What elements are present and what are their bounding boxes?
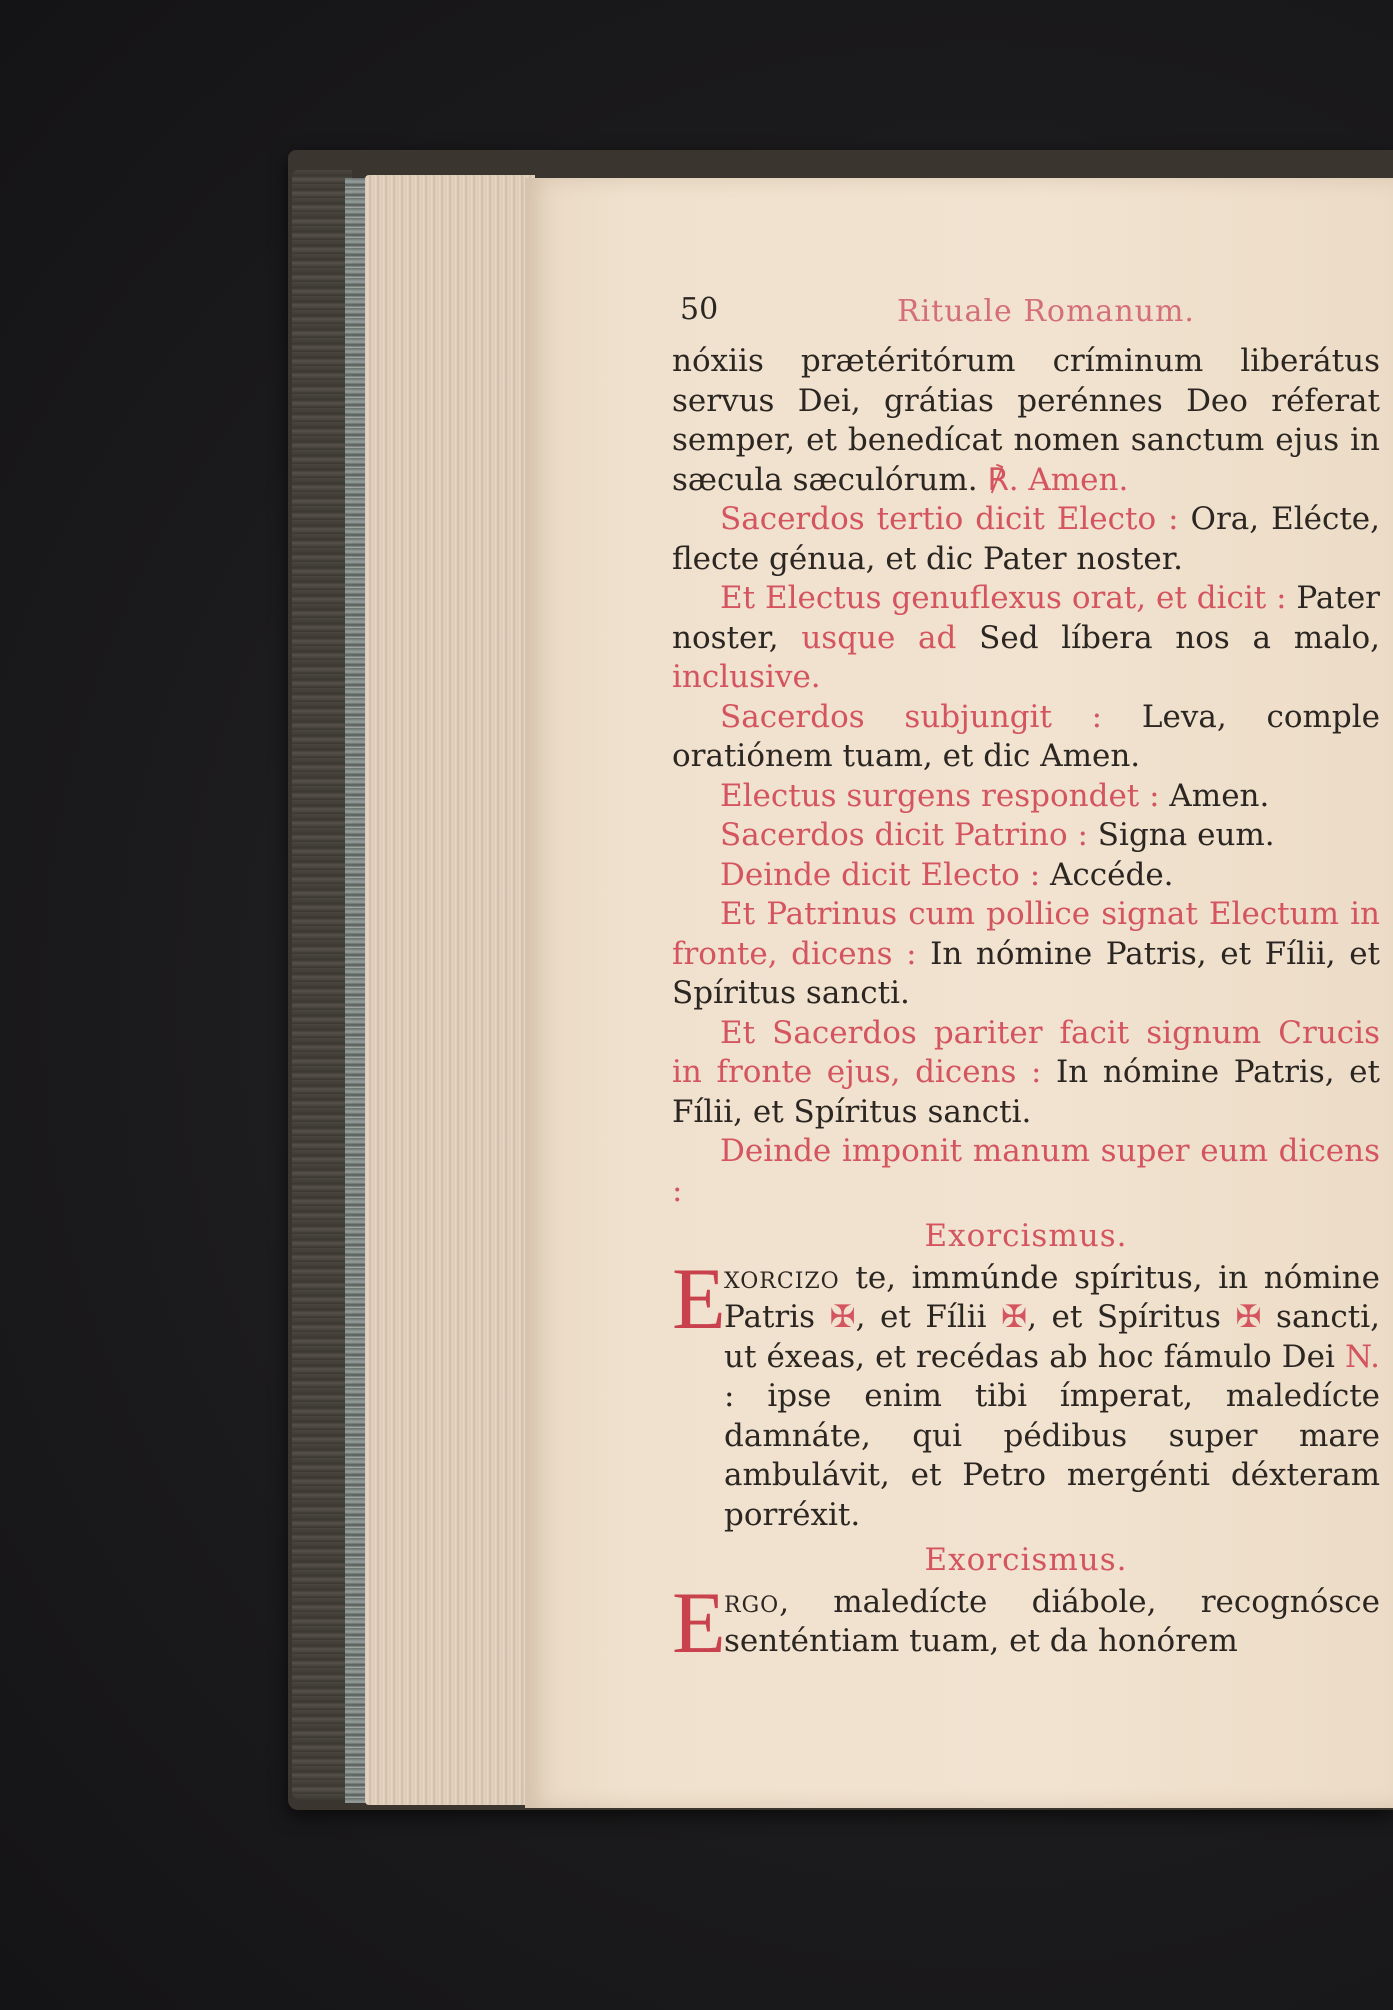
page-text xyxy=(672,290,1381,1672)
paragraph-3: Et Electus genuflexus orat, et dicit : Pater noster, usque ad Sed líbera nos a malo, inclusive. xyxy=(672,580,1381,695)
page-number: 50 xyxy=(680,292,719,327)
exorcism-paragraph-2: E rgo, maledícte diábole, recognósce senténtiam tuam, et da honórem xyxy=(672,1574,1380,1672)
page-stack xyxy=(365,175,535,1805)
paragraph-10: Deinde imponit manum super eum dicens : xyxy=(672,1133,1380,1209)
running-head: Rituale Romanum. xyxy=(897,294,1195,329)
exorcism-paragraph-1: E xorcizo te, immúnde spíritus, in nómine Patris ✠, et Fílii ✠, et Spíritus ✠ sancti, ut éxeas, et recédas ab hoc fámulo Dei N. : ipse enim tibi ímperat, maledícte damnáte, qui pédibus super mare ambulávit, et Petro mergénti déxteram porréxit. xyxy=(672,1250,1381,1533)
cross-icon: ✠ xyxy=(829,1299,856,1335)
exorcism-title-2: Exorcismus. xyxy=(924,1542,1128,1578)
paragraph-8: Et Patrinus cum pollice signat Electum in fronte, dicens : In nómine Patris, et Fílii, et Spíritus sancti. xyxy=(672,896,1381,1011)
cross-icon: ✠ xyxy=(1001,1299,1028,1335)
paragraph-2: Sacerdos tertio dicit Electo : Ora, Elécte, flecte génua, et dic Pater noster. xyxy=(672,501,1380,577)
paragraph-5: Electus surgens respondet : Amen. xyxy=(720,777,1270,814)
exorcism-title-1: Exorcismus. xyxy=(924,1218,1128,1254)
paragraph-7: Deinde dicit Electo : Accéde. xyxy=(720,856,1174,893)
response-symbol: ℟. Amen. xyxy=(987,461,1129,498)
page-header xyxy=(672,290,1380,342)
drop-cap: E xyxy=(672,1574,726,1672)
book-spine xyxy=(292,170,352,1800)
cross-icon: ✠ xyxy=(1235,1299,1262,1335)
drop-cap: E xyxy=(672,1250,726,1348)
marbled-edge xyxy=(345,178,367,1803)
name-placeholder: N. xyxy=(1345,1338,1380,1375)
paragraph-6: Sacerdos dicit Patrino : Signa eum. xyxy=(720,817,1275,853)
paragraph-4: Sacerdos subjungit : Leva, comple oratiónem tuam, et dic Amen. xyxy=(672,698,1380,774)
paragraph-9: Et Sacerdos pariter facit signum Crucis in fronte ejus, dicens : In nómine Patris, et Fílii, et Spíritus sancti. xyxy=(672,1014,1380,1130)
paragraph-1: nóxiis prætéritórum críminum liberátus servus Dei, grátias perénnes Deo réferat semper, et benedícat nomen sanctum ejus in sæcula sæculórum. ℟. Amen. xyxy=(672,343,1380,498)
